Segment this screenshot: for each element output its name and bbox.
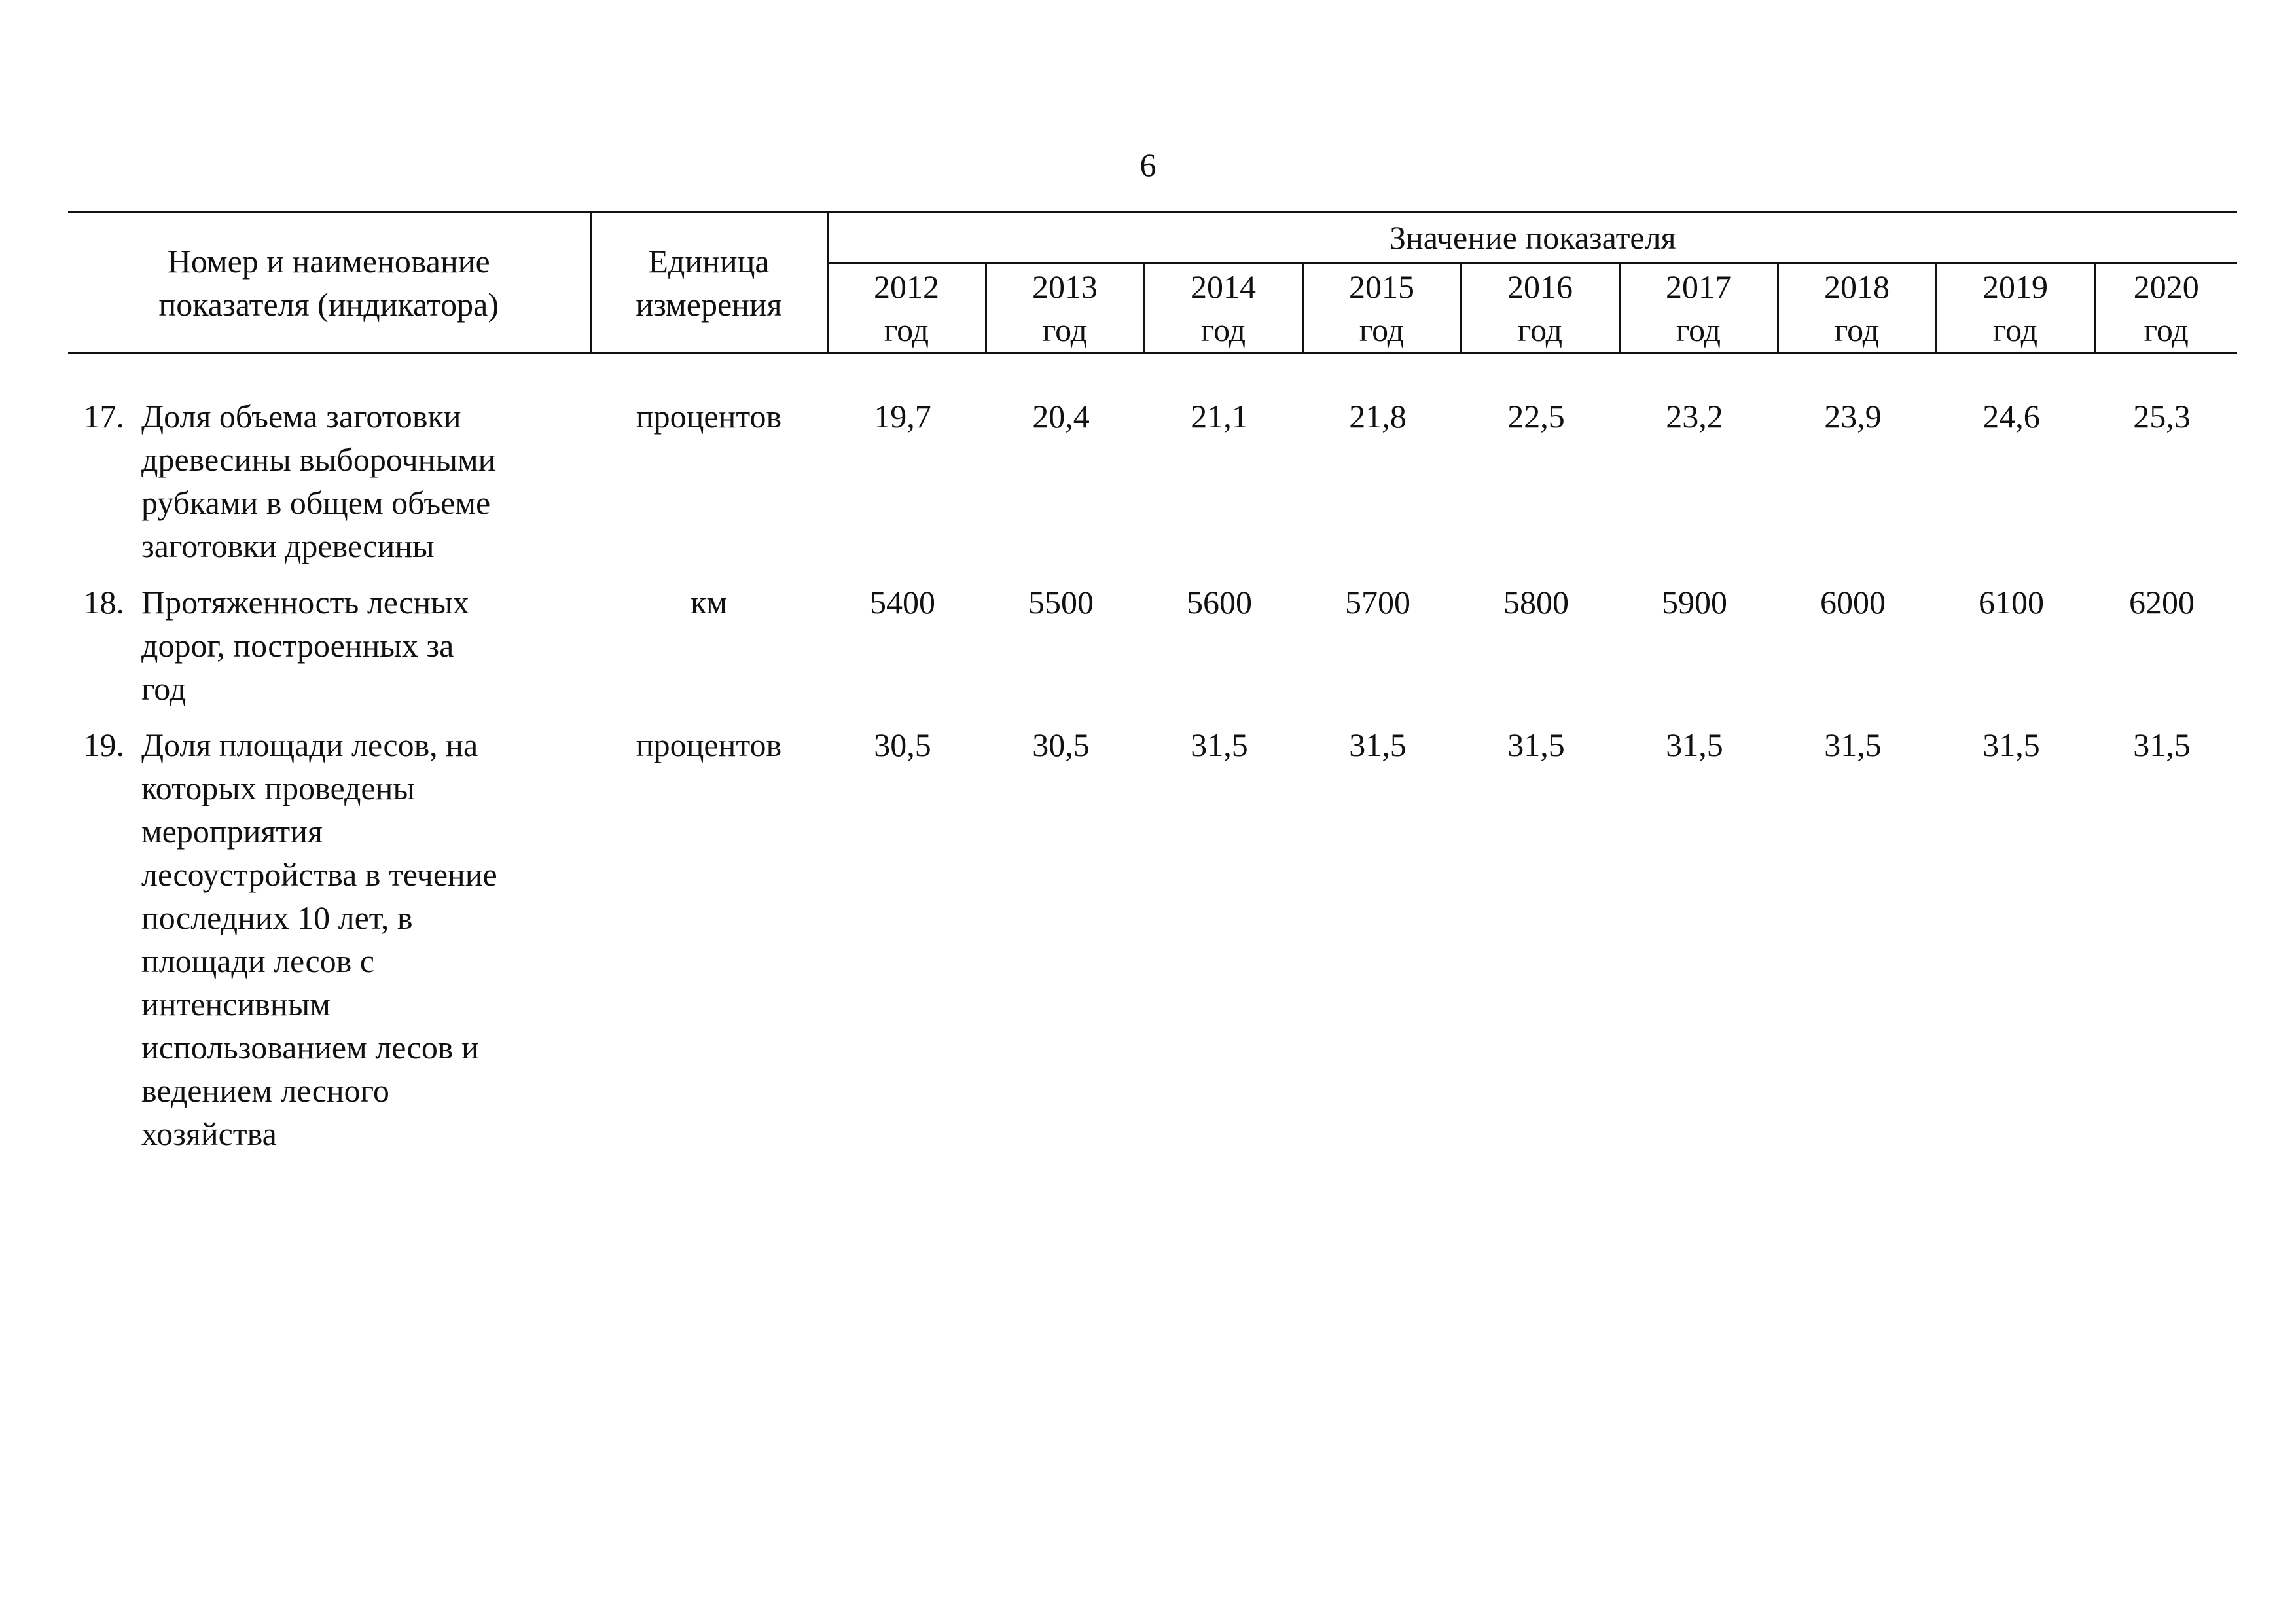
header-unit-line1: Единица: [648, 242, 770, 280]
value-cell-2016: 31,5: [1507, 727, 1565, 763]
row-number: 19.: [83, 727, 124, 763]
header-unit: [590, 212, 827, 353]
header-year-2018: [1778, 264, 1936, 353]
value-cell-2017: 31,5: [1666, 727, 1723, 763]
header-unit-line2: измерения: [636, 285, 782, 323]
name-line: ведением лесного: [141, 1072, 389, 1109]
year-label: 2015: [1349, 268, 1414, 305]
indicator-name: [141, 723, 590, 1168]
name-line: древесины выборочными: [141, 441, 496, 478]
year-suffix: год: [1042, 312, 1088, 348]
value-cell-2012: 5400: [870, 584, 935, 621]
table-row: [68, 723, 2237, 1168]
value-cell-2016: 22,5: [1507, 398, 1565, 435]
year-suffix: год: [1834, 312, 1880, 348]
spacer-row: [68, 353, 2237, 395]
value-cell-2014: 5600: [1187, 584, 1252, 621]
table-row: [68, 395, 2237, 581]
table-row: [68, 581, 2237, 723]
header-indicator-name: [68, 212, 590, 353]
name-line: интенсивным: [141, 986, 331, 1022]
year-suffix: год: [1359, 312, 1405, 348]
header-year-2012: [827, 264, 986, 353]
year-suffix: год: [1992, 312, 2038, 348]
year-suffix: год: [1200, 312, 1246, 348]
year-label: 2013: [1032, 268, 1098, 305]
name-line: хозяйства: [141, 1115, 277, 1152]
header-year-2019: [1936, 264, 2094, 353]
header-row-top: [68, 212, 2237, 264]
value-cell-2017: 23,2: [1666, 398, 1723, 435]
year-label: 2012: [874, 268, 939, 305]
year-label: 2014: [1191, 268, 1256, 305]
name-line: Доля площади лесов, на: [141, 727, 478, 763]
name-line: лесоустройства в течение: [141, 856, 497, 893]
value-cell-2017: 5900: [1662, 584, 1727, 621]
value-cell-2015: 5700: [1345, 584, 1410, 621]
unit-cell: процентов: [636, 727, 782, 763]
value-cell-2020: 6200: [2129, 584, 2195, 621]
header-value-group: Значение показателя: [827, 212, 2237, 264]
name-line: дорог, построенных за: [141, 627, 454, 664]
name-line: заготовки древесины: [141, 528, 435, 564]
value-cell-2020: 31,5: [2133, 727, 2191, 763]
value-cell-2013: 20,4: [1032, 398, 1090, 435]
year-label: 2017: [1666, 268, 1731, 305]
page-number: 6: [1139, 147, 1157, 183]
value-cell-2015: 21,8: [1349, 398, 1407, 435]
unit-cell: км: [691, 584, 727, 621]
header-year-2020: [2094, 264, 2237, 353]
header-year-2013: [986, 264, 1144, 353]
value-cell-2014: 21,1: [1191, 398, 1248, 435]
value-cell-2019: 6100: [1979, 584, 2044, 621]
name-line: последних 10 лет, в: [141, 899, 413, 936]
row-number: 18.: [83, 584, 124, 621]
value-cell-2018: 23,9: [1824, 398, 1882, 435]
value-cell-2012: 19,7: [874, 398, 931, 435]
year-suffix: год: [2144, 312, 2189, 348]
header-name-line1: Номер и наименование: [167, 242, 490, 280]
value-cell-2018: 6000: [1820, 584, 1886, 621]
year-label: 2019: [1982, 268, 2048, 305]
value-cell-2019: 31,5: [1982, 727, 2040, 763]
name-line: которых проведены: [141, 770, 415, 806]
header-name-line2: показателя (индикатора): [158, 285, 499, 323]
unit-cell: процентов: [636, 398, 782, 435]
year-suffix: год: [1676, 312, 1721, 348]
name-line: рубками в общем объеме: [141, 484, 491, 521]
indicator-table: [68, 211, 2237, 1168]
header-year-2017: [1619, 264, 1778, 353]
value-cell-2020: 25,3: [2133, 398, 2191, 435]
header-year-2015: [1302, 264, 1461, 353]
value-cell-2018: 31,5: [1824, 727, 1882, 763]
value-cell-2019: 24,6: [1982, 398, 2040, 435]
name-line: Доля объема заготовки: [141, 398, 461, 435]
value-cell-2013: 30,5: [1032, 727, 1090, 763]
value-cell-2016: 5800: [1503, 584, 1569, 621]
year-suffix: год: [884, 312, 929, 348]
value-cell-2012: 30,5: [874, 727, 931, 763]
name-line: год: [141, 670, 187, 707]
row-number: 17.: [83, 398, 124, 435]
year-suffix: год: [1517, 312, 1563, 348]
name-line: Протяженность лесных: [141, 584, 469, 621]
indicator-name: [141, 581, 590, 723]
name-line: площади лесов с: [141, 943, 374, 979]
year-label: 2018: [1824, 268, 1890, 305]
year-label: 2020: [2133, 268, 2199, 305]
value-cell-2013: 5500: [1028, 584, 1094, 621]
name-line: использованием лесов и: [141, 1029, 479, 1066]
header-year-2016: [1461, 264, 1619, 353]
header-year-2014: [1144, 264, 1302, 353]
name-line: мероприятия: [141, 813, 323, 850]
indicator-name: [141, 395, 590, 581]
value-cell-2014: 31,5: [1191, 727, 1248, 763]
value-cell-2015: 31,5: [1349, 727, 1407, 763]
year-label: 2016: [1507, 268, 1573, 305]
